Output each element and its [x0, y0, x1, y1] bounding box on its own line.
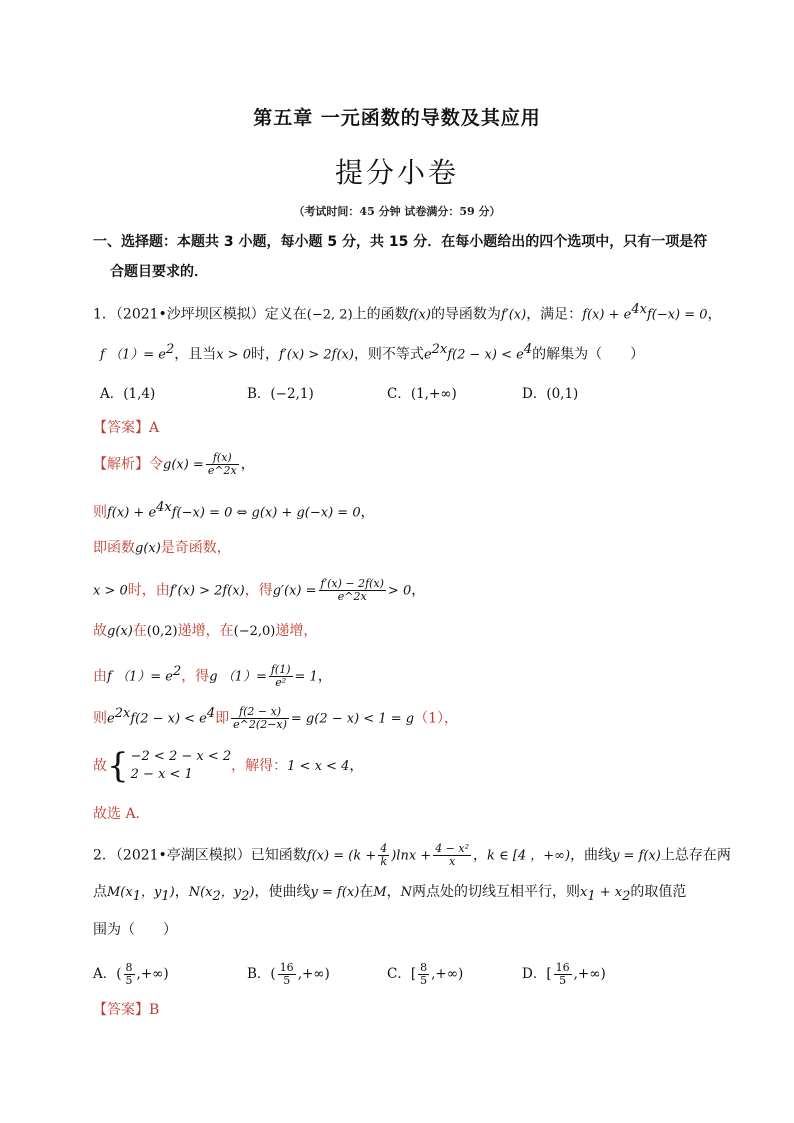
q2-l2-q-sub: 2	[622, 888, 631, 904]
q2-d-pre: D．[	[522, 966, 552, 982]
an4-tail: ，	[411, 582, 426, 599]
q1-cond2: f(−x) = 0	[646, 307, 708, 323]
q1-prefix: 1．（2021•沙坪坝区模拟）定义在	[93, 306, 307, 323]
left-brace: {	[107, 746, 129, 786]
q1-l2-b-sup: 2	[165, 342, 175, 357]
q2-a-den: 5	[125, 974, 133, 987]
q2-l2-g: ，y	[220, 885, 242, 900]
q1-analysis-line2	[93, 498, 375, 524]
q2-l2-c: ，y	[141, 885, 162, 900]
q1-l2-b: = e	[143, 347, 166, 363]
an1-b: g(x) =	[163, 457, 204, 473]
q2-a-post: ,+∞)	[136, 966, 169, 982]
q2-l2-p-sub: 1	[587, 888, 596, 904]
an2-c: f(−x) = 0 ⇔ g(x) + g(−x) = 0	[171, 505, 361, 521]
q2-l2-o: 两点处的切线互相平行，则	[411, 884, 580, 900]
q1-analysis-line1	[93, 452, 255, 477]
an6-f: =	[255, 669, 267, 685]
an6-c: = e	[150, 669, 173, 685]
page-title: 提分小卷	[334, 156, 459, 189]
q2-stem-line2	[93, 882, 686, 907]
q1-option-c: C．(1,+∞)	[387, 386, 457, 402]
an7-c: f(2 − x) < e	[130, 711, 207, 727]
q2-stem-line3: 围为（ ）	[93, 922, 177, 938]
q2-l2-h: )	[249, 885, 255, 900]
an4-b: 时，由	[127, 582, 170, 599]
an4-den: e^2x	[337, 590, 367, 603]
an7-f: （1），	[414, 710, 458, 727]
an5-d: (0,2)	[146, 624, 178, 639]
q1-analysis-line6	[93, 662, 332, 689]
an6-c-sup: 2	[172, 664, 182, 679]
q2-l2-p: x	[579, 885, 588, 900]
an1-num: f(x)	[206, 452, 239, 465]
q2-option-b	[247, 962, 330, 987]
an2-b: f(x) + e	[107, 505, 157, 521]
q2-b-frac	[278, 962, 296, 987]
an1-frac	[206, 452, 239, 477]
q2-d-den: 5	[559, 974, 567, 987]
an2-sup: 4x	[156, 500, 172, 515]
q1-l2-j: 的解集为（ ）	[532, 346, 645, 363]
an7-b-sup: 2x	[114, 706, 131, 721]
q1-mid: 上的函数	[352, 306, 409, 323]
q2-answer-value: B	[149, 1002, 160, 1018]
q1-analysis-line3	[93, 538, 231, 559]
an5-b: g(x)	[107, 624, 133, 639]
q2-l2-a: 点	[93, 884, 107, 900]
an7-a: 则	[93, 710, 107, 727]
q2-c-num: 8	[420, 961, 428, 974]
an6-frac	[269, 664, 293, 689]
q2-l1-g: y = f(x)	[612, 848, 661, 864]
an4-num: f′(x) − 2f(x)	[320, 577, 384, 590]
q1-l2-f: f′(x) > 2f(x)	[278, 347, 354, 363]
an8-a: 故	[93, 758, 107, 774]
an6-tail: ，	[317, 668, 332, 685]
an6-d: ，得	[181, 668, 210, 685]
an4-e: g′(x) =	[272, 583, 317, 599]
q1-analysis-line4	[93, 578, 425, 603]
q2-l2-r: 的取值范	[630, 884, 687, 900]
section-heading-line1: 一、选择题：本题共 3 小题，每小题 5 分，共 15 分．在每小题给出的四个选项中，只有一项是符	[93, 234, 708, 250]
q1-l2-a: f （1）	[100, 347, 144, 363]
an7-c-sup: 4	[206, 706, 216, 721]
q1-analysis-line8	[93, 748, 363, 784]
an6-e: g （1）	[209, 669, 256, 685]
q2-c-post: ,+∞)	[431, 966, 464, 982]
q2-l2-j: y = f(x)	[310, 885, 360, 900]
an3-b: g(x)	[135, 541, 161, 556]
an1-a: 令	[149, 456, 163, 473]
q2-d-num: 16	[555, 961, 570, 974]
q1-interval: (−2, 2)	[306, 307, 353, 323]
q1-stem-line2	[100, 340, 644, 366]
an8-sys2: 2 − x < 1	[130, 767, 193, 782]
q1-l2-i: f(2 − x) < e	[447, 347, 524, 363]
q2-num2: 4 − x²	[435, 842, 470, 855]
q1-analysis-line5	[93, 621, 317, 642]
q1-stem-line1	[93, 300, 722, 326]
q2-l1-a: 2．（2021•亭湖区模拟）已知函数	[93, 847, 307, 864]
q2-l2-d: )	[169, 885, 175, 900]
an6-num: f(1)	[270, 663, 291, 677]
q2-option-c	[387, 962, 463, 987]
q2-stem-line1	[93, 843, 731, 868]
q1-option-d: D．(0,1)	[522, 386, 579, 402]
an8-tail: ，	[349, 758, 364, 774]
q2-l1-d: ，	[473, 847, 488, 864]
q2-frac1	[378, 843, 389, 868]
q2-l1-f: ，曲线	[570, 847, 613, 864]
q1-tail: ，	[707, 306, 722, 323]
an4-d: ，得	[244, 582, 273, 599]
q2-a-num: 8	[125, 961, 133, 974]
q2-num1: 4	[380, 842, 388, 855]
q1-cond: f(x) + e	[582, 307, 632, 323]
q2-l1-e: k ∈ [4 ，+∞)	[487, 848, 571, 864]
an5-f: (−2,0)	[233, 624, 276, 639]
an2-tail: ，	[360, 504, 375, 521]
an4-frac	[319, 578, 386, 603]
q2-l2-b-sub: 1	[132, 888, 141, 904]
an3-c: 是奇函数，	[160, 540, 231, 556]
an5-c: 在	[132, 623, 147, 639]
an4-c: f′(x) > 2f(x)	[169, 583, 245, 599]
q2-option-a	[93, 962, 169, 987]
q2-b-den: 5	[283, 974, 291, 987]
q1-answer	[93, 418, 159, 438]
q1-fpx: f′(x)	[500, 307, 527, 323]
q2-l2-e: ，	[174, 884, 189, 900]
q1-l2-h-sup: 2x	[431, 342, 448, 357]
chapter-title: 第五章 一元函数的导数及其应用	[253, 107, 541, 129]
q2-c-frac	[418, 962, 429, 987]
q2-option-d	[522, 962, 606, 987]
q2-l2-m: ，	[386, 884, 401, 900]
q2-l2-b: M(x	[107, 885, 133, 900]
an5-g: 递增，	[275, 623, 318, 639]
q2-l2-f: N(x	[188, 885, 213, 900]
q2-l1-c: )lnx +	[391, 848, 432, 864]
q1-l2-g: ，则不等式	[353, 346, 424, 363]
q2-answer	[93, 1000, 159, 1020]
q2-c-pre: C．[	[387, 966, 417, 982]
q2-answer-tag: 【答案】	[93, 1002, 149, 1018]
q1-option-b: B．(−2,1)	[247, 386, 314, 402]
an4-a: x > 0	[93, 583, 128, 599]
analysis-tag: 【解析】	[93, 456, 149, 473]
an7-b: e	[107, 711, 115, 727]
q2-a-frac	[124, 962, 135, 987]
q2-frac2	[433, 843, 471, 868]
q2-l2-k: 在	[359, 884, 374, 900]
q2-b-post: ,+∞)	[297, 966, 330, 982]
an8-system	[131, 748, 232, 784]
an8-c: 1 < x < 4	[287, 759, 350, 774]
q2-l2-q: + x	[595, 885, 623, 900]
q2-l2-i: ，使曲线	[254, 884, 311, 900]
q1-l2-i-sup: 4	[523, 342, 533, 357]
q1-analysis-line9: 故选 A．	[93, 806, 150, 822]
section-heading-line2: 合题目要求的．	[110, 264, 208, 280]
an8-b: ，解得：	[231, 758, 288, 774]
q2-d-frac	[554, 962, 572, 987]
an7-frac	[231, 706, 289, 731]
an2-a: 则	[93, 504, 107, 521]
an7-num: f(2 − x)	[231, 706, 289, 719]
q2-b-num: 16	[279, 961, 294, 974]
an7-e: = g(2 − x) < 1 = g	[290, 711, 415, 727]
q2-l2-f-sub: 2	[212, 888, 221, 904]
answer-tag: 【答案】	[93, 420, 149, 436]
an7-d: 即	[215, 710, 230, 727]
an6-g: = 1	[294, 669, 318, 685]
an6-b: f （1）	[107, 669, 151, 685]
q1-l2-h: e	[423, 347, 432, 363]
q1-l2-d: x > 0	[216, 347, 251, 363]
an1-tail: ，	[240, 456, 255, 473]
q2-l2-n: N	[400, 885, 412, 900]
an6-a: 由	[93, 668, 107, 685]
an6-den: e²	[275, 676, 287, 690]
exam-info: （考试时间：45 分钟 试卷满分：59 分）	[293, 205, 501, 218]
an1-den: e^2x	[207, 464, 237, 477]
q2-d-post: ,+∞)	[573, 966, 606, 982]
q2-b-pre: B．(	[247, 966, 276, 982]
answer-value: A	[149, 420, 160, 436]
q1-l2-c: ，且当	[174, 346, 217, 363]
q1-fx: f(x)	[408, 307, 431, 323]
an4-f: > 0	[387, 583, 412, 599]
q1-l2-e: 时，	[250, 346, 279, 363]
q2-l2-l: M	[373, 885, 387, 900]
q1-analysis-line7	[93, 704, 458, 731]
q2-den1: k	[380, 855, 388, 868]
q2-l2-g-sub: 2	[241, 888, 250, 904]
an5-e: 递增，在	[177, 623, 234, 639]
an8-sys1: −2 < 2 − x < 2	[130, 749, 232, 764]
q1-cond-sup: 4x	[631, 302, 647, 317]
q2-l1-b: f(x) = (k +	[306, 848, 377, 864]
an5-a: 故	[93, 623, 107, 639]
q2-c-den: 5	[420, 974, 428, 987]
q1-mid3: ，满足：	[526, 306, 583, 323]
q1-mid2: 的导函数为	[430, 306, 501, 323]
an7-den: e^2(2−x)	[233, 718, 287, 732]
q2-l2-c-sub: 1	[161, 888, 170, 904]
q2-den2: x	[448, 855, 456, 868]
q2-a-pre: A．(	[93, 966, 122, 982]
q1-option-a: A．(1,4)	[100, 386, 156, 402]
q2-l1-h: 上总存在两	[660, 847, 731, 864]
an3-a: 即函数	[93, 540, 135, 556]
